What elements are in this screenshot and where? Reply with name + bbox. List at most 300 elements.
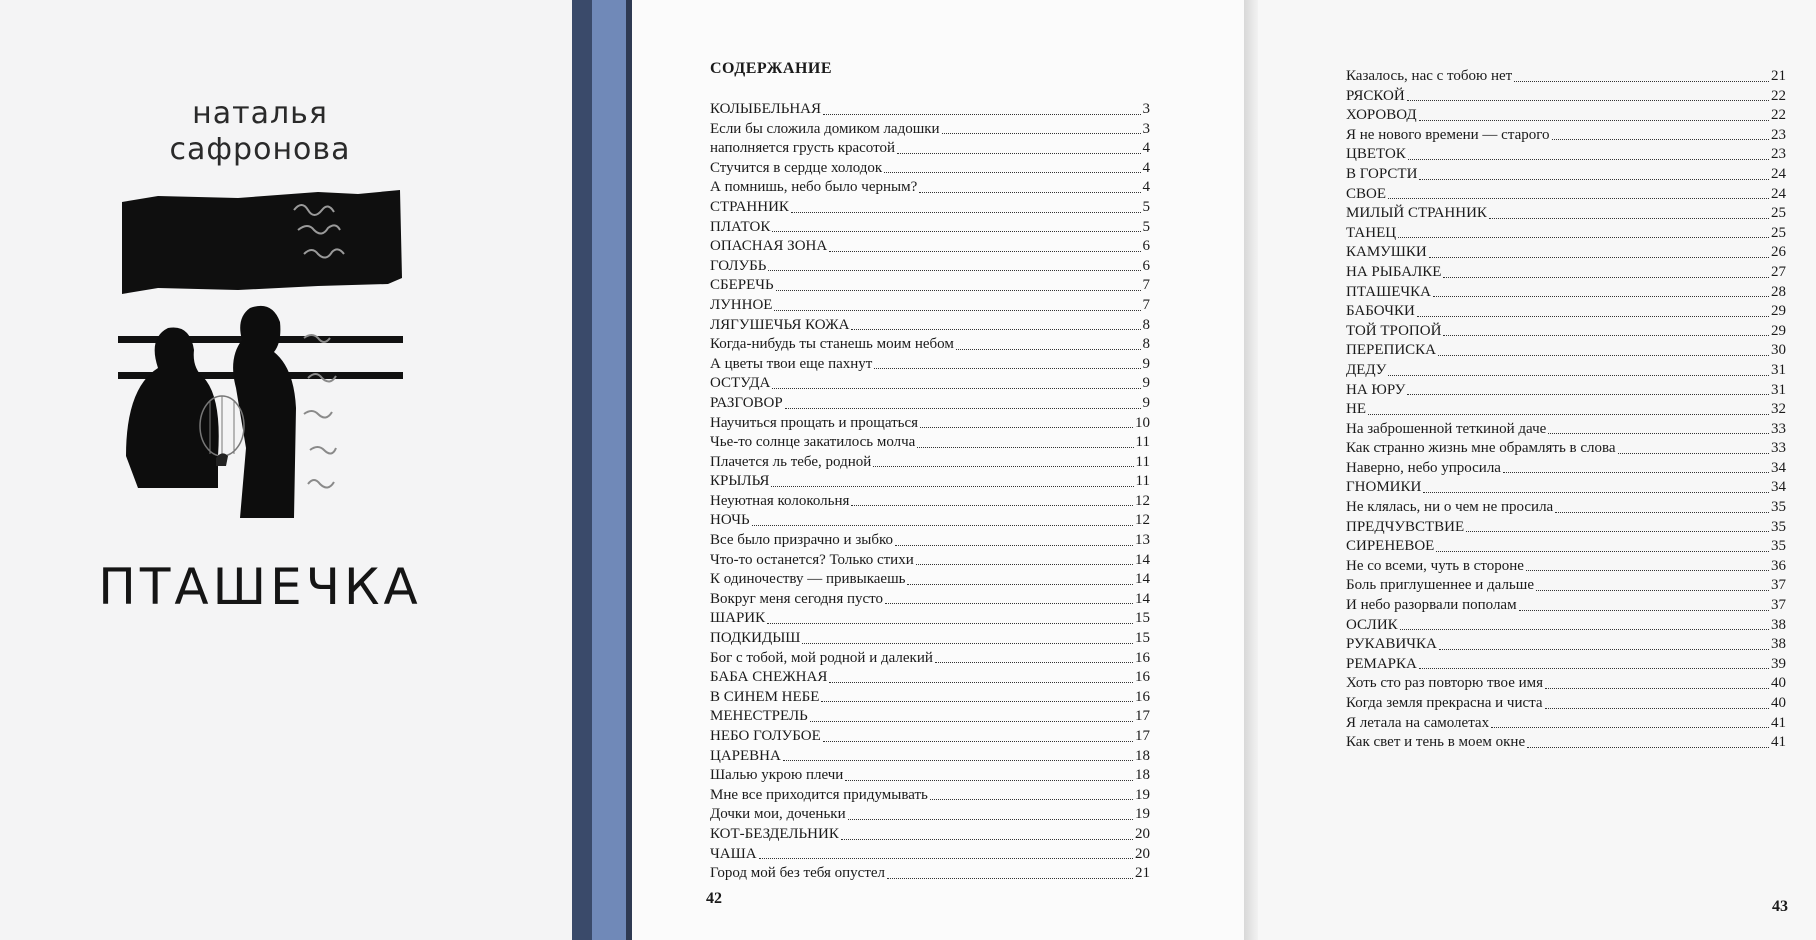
- toc-entry-page: 25: [1771, 205, 1786, 222]
- toc-entry-page: 38: [1771, 616, 1786, 633]
- toc-dot-leader: [768, 270, 1140, 271]
- toc-dot-leader: [1443, 277, 1769, 278]
- toc-entry-title: Стучится в сердце холодок: [710, 159, 883, 176]
- toc-dot-leader: [845, 780, 1133, 781]
- toc-entry-title: БАБОЧКИ: [1346, 303, 1415, 320]
- toc-entry-title: КАМУШКИ: [1346, 244, 1427, 261]
- toc-entry-page: 16: [1135, 649, 1150, 666]
- toc-entry-page: 33: [1771, 420, 1786, 437]
- toc-entry-title: Как свет и тень в моем окне: [1346, 734, 1526, 751]
- toc-entry-page: 9: [1142, 375, 1150, 392]
- toc-entry: [710, 609, 1150, 629]
- toc-entry-page: 26: [1771, 244, 1786, 261]
- toc-entry-title: РУКАВИЧКА: [1346, 636, 1437, 653]
- toc-entry-title: ДЕДУ: [1346, 361, 1387, 378]
- toc-entry: [1346, 459, 1786, 479]
- toc-entry-title: Вокруг меня сегодня пусто: [710, 590, 884, 607]
- contents-heading: СОДЕРЖАНИЕ: [710, 60, 833, 77]
- toc-entry: [710, 531, 1150, 551]
- toc-entry: [710, 316, 1150, 336]
- toc-dot-leader: [1398, 237, 1769, 238]
- toc-dot-leader: [841, 839, 1133, 840]
- toc-entry-page: 4: [1142, 140, 1150, 157]
- toc-entry-page: 29: [1771, 303, 1786, 320]
- toc-entry-page: 15: [1135, 610, 1150, 627]
- toc-entry-title: ЦВЕТОК: [1346, 146, 1406, 163]
- toc-entry-title: НЕ: [1346, 401, 1366, 418]
- toc-entry: [1346, 439, 1786, 459]
- toc-entry-page: 8: [1142, 336, 1150, 353]
- toc-dot-leader: [810, 721, 1133, 722]
- toc-entry-page: 21: [1135, 865, 1150, 882]
- toc-entry: [710, 590, 1150, 610]
- toc-entry-page: 40: [1771, 675, 1786, 692]
- toc-dot-leader: [767, 623, 1133, 624]
- page-number-right: 43: [1772, 898, 1788, 915]
- author-last-name: сафронова: [169, 132, 351, 167]
- toc-entry-title: Чье-то солнце закатилось молча: [710, 434, 916, 451]
- toc-entry: [710, 492, 1150, 512]
- toc-entry-title: Как странно жизнь мне обрамлять в слова: [1346, 440, 1616, 457]
- toc-entry: [710, 394, 1150, 414]
- toc-entry-title: МИЛЫЙ СТРАННИК: [1346, 205, 1487, 222]
- toc-entry-title: Хоть сто раз повторю твое имя: [1346, 675, 1544, 692]
- toc-entry: [710, 805, 1150, 825]
- toc-entry-title: ЦАРЕВНА: [710, 747, 781, 764]
- toc-dot-leader: [1443, 335, 1769, 336]
- toc-entry: [1346, 596, 1786, 616]
- toc-entry-page: 41: [1771, 734, 1786, 751]
- toc-entry: [710, 178, 1150, 198]
- toc-entry-page: 40: [1771, 695, 1786, 711]
- toc-entry-page: 24: [1771, 185, 1786, 202]
- toc-dot-leader: [956, 349, 1141, 350]
- toc-entry: [1346, 400, 1786, 420]
- toc-entry: [1346, 733, 1786, 753]
- toc-entry-page: 11: [1135, 453, 1150, 470]
- toc-entry-title: РЕМАРКА: [1346, 655, 1417, 672]
- toc-entry: [710, 688, 1150, 708]
- toc-dot-leader: [873, 466, 1133, 467]
- toc-entry-title: ЧАША: [710, 845, 757, 862]
- toc-entry: [1346, 655, 1786, 675]
- toc-entry-title: Дочки мои, доченьки: [710, 806, 846, 823]
- toc-entry-page: 39: [1771, 655, 1786, 672]
- toc-entry: [1346, 302, 1786, 322]
- toc-entry-title: В ГОРСТИ: [1346, 165, 1418, 182]
- toc-entry: [1346, 87, 1786, 107]
- toc-entry-title: ОПАСНАЯ ЗОНА: [710, 238, 828, 255]
- toc-entry-page: 31: [1771, 361, 1786, 378]
- toc-entry: [1346, 420, 1786, 440]
- toc-entry-page: 21: [1771, 68, 1786, 84]
- toc-entry-title: СБЕРЕЧЬ: [710, 277, 774, 294]
- toc-dot-leader: [1419, 668, 1769, 669]
- toc-entry: [710, 825, 1150, 845]
- toc-dot-leader: [1388, 198, 1769, 199]
- toc-entry: [710, 551, 1150, 571]
- toc-entry-page: 28: [1771, 283, 1786, 300]
- toc-entry: [710, 100, 1150, 120]
- toc-entry: [710, 845, 1150, 865]
- toc-entry-page: 34: [1771, 459, 1786, 476]
- toc-dot-leader: [895, 545, 1133, 546]
- toc-dot-leader: [1400, 629, 1769, 630]
- toc-entry-title: Когда-нибудь ты станешь моим небом: [710, 336, 954, 353]
- toc-entry: [1346, 67, 1786, 87]
- spine-dark: [572, 0, 592, 940]
- toc-entry-title: ПТАШЕЧКА: [1346, 283, 1431, 300]
- toc-dot-leader: [771, 486, 1133, 487]
- toc-entry-title: ГНОМИКИ: [1346, 479, 1422, 496]
- spine-blue: [592, 0, 626, 940]
- toc-entry-page: 25: [1771, 224, 1786, 241]
- toc-entry-page: 35: [1771, 518, 1786, 535]
- toc-entry: [710, 276, 1150, 296]
- toc-dot-leader: [1491, 727, 1769, 728]
- author-first-name: наталья: [192, 96, 328, 131]
- toc-entry: [710, 374, 1150, 394]
- toc-dot-leader: [802, 643, 1133, 644]
- toc-entry: [710, 727, 1150, 747]
- toc-entry-title: ТАНЕЦ: [1346, 224, 1397, 241]
- toc-dot-leader: [1408, 159, 1769, 160]
- toc-entry-title: ШАРИК: [710, 610, 766, 627]
- toc-dot-leader: [1548, 433, 1769, 434]
- toc-entry-page: 30: [1771, 342, 1786, 359]
- toc-entry: [710, 766, 1150, 786]
- toc-entry-title: Шалью укрою плечи: [710, 767, 844, 784]
- toc-entry-page: 24: [1771, 165, 1786, 182]
- toc-entry-title: ПРЕДЧУВСТВИЕ: [1346, 518, 1465, 535]
- toc-dot-leader: [848, 819, 1133, 820]
- toc-entry-page: 23: [1771, 146, 1786, 163]
- toc-dot-leader: [1433, 296, 1769, 297]
- toc-entry: [1346, 576, 1786, 596]
- toc-entry: [710, 707, 1150, 727]
- toc-dot-leader: [1618, 453, 1769, 454]
- toc-dot-leader: [851, 505, 1133, 506]
- toc-entry: [1346, 283, 1786, 303]
- toc-dot-leader: [1417, 316, 1769, 317]
- toc-entry: [710, 355, 1150, 375]
- toc-entry: [710, 198, 1150, 218]
- toc-dot-leader: [776, 290, 1141, 291]
- toc-entry-page: 20: [1135, 825, 1150, 842]
- toc-entry-page: 37: [1771, 597, 1786, 614]
- toc-entry-title: ПЕРЕПИСКА: [1346, 342, 1437, 359]
- toc-entry-page: 18: [1135, 767, 1150, 784]
- toc-entry-page: 14: [1135, 571, 1150, 588]
- toc-entry-page: 31: [1771, 381, 1786, 398]
- toc-dot-leader: [829, 251, 1140, 252]
- toc-dot-leader: [1555, 512, 1769, 513]
- toc-entry: [710, 472, 1150, 492]
- toc-entry: [710, 414, 1150, 434]
- toc-right: [1346, 67, 1786, 753]
- toc-entry-title: Я не нового времени — старого: [1346, 126, 1550, 143]
- toc-entry: [710, 335, 1150, 355]
- toc-entry-title: На заброшенной теткиной даче: [1346, 420, 1547, 437]
- toc-entry-title: ОСТУДА: [710, 375, 771, 392]
- toc-dot-leader: [785, 408, 1141, 409]
- toc-entry-page: 10: [1135, 414, 1150, 431]
- toc-entry: [1346, 537, 1786, 557]
- toc-dot-leader: [1552, 139, 1769, 140]
- toc-entry-page: 6: [1142, 257, 1150, 274]
- toc-entry-page: 23: [1771, 126, 1786, 143]
- toc-entry: [710, 159, 1150, 179]
- toc-entry-page: 32: [1771, 401, 1786, 418]
- toc-dot-leader: [1545, 688, 1769, 689]
- toc-entry: [1346, 341, 1786, 361]
- toc-entry-title: НА РЫБАЛКЕ: [1346, 263, 1442, 280]
- toc-entry: [1346, 263, 1786, 283]
- toc-entry-page: 29: [1771, 322, 1786, 339]
- toc-entry-title: НА ЮРУ: [1346, 381, 1406, 398]
- toc-entry: [1346, 185, 1786, 205]
- toc-entry: [710, 629, 1150, 649]
- toc-dot-leader: [1419, 179, 1769, 180]
- toc-entry: [1346, 498, 1786, 518]
- toc-entry-title: КОТ-БЕЗДЕЛЬНИК: [710, 825, 839, 842]
- toc-entry-page: 35: [1771, 538, 1786, 555]
- toc-entry-page: 22: [1771, 107, 1786, 124]
- toc-entry: [710, 453, 1150, 473]
- toc-dot-leader: [1503, 472, 1769, 473]
- toc-entry: [1346, 381, 1786, 401]
- toc-entry: [710, 120, 1150, 140]
- book-title: ПТАШЕЧКА: [98, 558, 422, 616]
- toc-dot-leader: [772, 231, 1140, 232]
- toc-entry: [1346, 557, 1786, 577]
- toc-entry-page: 14: [1135, 551, 1150, 568]
- toc-entry-title: ХОРОВОД: [1346, 107, 1417, 124]
- toc-entry-page: 19: [1135, 786, 1150, 803]
- toc-dot-leader: [759, 858, 1133, 859]
- toc-dot-leader: [783, 760, 1133, 761]
- toc-dot-leader: [1519, 610, 1769, 611]
- toc-entry-page: 13: [1135, 532, 1150, 549]
- toc-dot-leader: [752, 525, 1133, 526]
- toc-dot-leader: [1407, 394, 1769, 395]
- toc-dot-leader: [874, 368, 1140, 369]
- toc-dot-leader: [1388, 375, 1769, 376]
- toc-entry-page: 9: [1142, 355, 1150, 372]
- toc-entry-title: РЯСКОЙ: [1346, 87, 1405, 104]
- toc-entry: [1346, 204, 1786, 224]
- toc-entry: [1346, 165, 1786, 185]
- toc-entry: [710, 786, 1150, 806]
- toc-entry: [1346, 126, 1786, 146]
- toc-entry-page: 4: [1142, 179, 1150, 196]
- toc-entry: [710, 511, 1150, 531]
- toc-dot-leader: [1439, 649, 1769, 650]
- toc-entry-page: 19: [1135, 806, 1150, 823]
- toc-dot-leader: [884, 172, 1140, 173]
- toc-entry-title: КРЫЛЬЯ: [710, 473, 770, 490]
- toc-entry-title: наполняется грусть красотой: [710, 140, 895, 157]
- book-cover: [0, 0, 572, 940]
- toc-dot-leader: [1527, 747, 1769, 748]
- toc-entry-title: Если бы сложила домиком ладошки: [710, 120, 940, 137]
- toc-dot-leader: [823, 741, 1133, 742]
- toc-entry-page: 35: [1771, 499, 1786, 516]
- toc-entry-page: 15: [1135, 630, 1150, 647]
- toc-dot-leader: [1514, 81, 1769, 82]
- toc-entry-title: МЕНЕСТРЕЛЬ: [710, 708, 808, 725]
- toc-entry: [1346, 714, 1786, 734]
- toc-entry-title: НЕБО ГОЛУБОЕ: [710, 728, 821, 744]
- toc-entry-title: ПОДКИДЫШ: [710, 630, 801, 647]
- toc-entry-page: 3: [1142, 120, 1150, 137]
- toc-entry-title: А цветы твои еще пахнут: [710, 355, 873, 372]
- toc-left: [710, 100, 1150, 884]
- toc-dot-leader: [885, 603, 1133, 604]
- toc-entry: [710, 296, 1150, 316]
- toc-dot-leader: [897, 153, 1141, 154]
- toc-dot-leader: [829, 682, 1133, 683]
- toc-entry-title: Казалось, нас с тобою нет: [1346, 68, 1513, 84]
- toc-entry: [1346, 145, 1786, 165]
- toc-entry-page: 37: [1771, 577, 1786, 594]
- toc-entry-page: 5: [1142, 198, 1150, 215]
- toc-entry: [710, 218, 1150, 238]
- toc-entry-page: 4: [1142, 159, 1150, 176]
- toc-entry-title: Не со всеми, чуть в стороне: [1346, 557, 1524, 574]
- toc-entry: [1346, 106, 1786, 126]
- toc-dot-leader: [1489, 218, 1769, 219]
- toc-dot-leader: [1436, 551, 1769, 552]
- toc-dot-leader: [823, 114, 1140, 115]
- toc-entry-title: Научиться прощать и прощаться: [710, 414, 919, 431]
- toc-entry: [1346, 478, 1786, 498]
- toc-entry-page: 7: [1142, 296, 1150, 313]
- toc-entry-page: 16: [1135, 669, 1150, 686]
- toc-entry-page: 20: [1135, 845, 1150, 862]
- toc-entry-page: 7: [1142, 277, 1150, 294]
- toc-dot-leader: [1536, 590, 1769, 591]
- toc-dot-leader: [1438, 355, 1769, 356]
- toc-entry-title: Я летала на самолетах: [1346, 714, 1490, 731]
- toc-entry: [1346, 694, 1786, 714]
- toc-entry-title: В СИНЕМ НЕБЕ: [710, 688, 820, 705]
- toc-entry-title: БАБА СНЕЖНАЯ: [710, 669, 828, 686]
- toc-entry-title: ПЛАТОК: [710, 218, 771, 235]
- toc-entry: [710, 747, 1150, 767]
- toc-entry: [710, 864, 1150, 884]
- toc-entry-title: ГОЛУБЬ: [710, 257, 767, 274]
- toc-dot-leader: [887, 878, 1133, 879]
- toc-dot-leader: [1423, 492, 1769, 493]
- toc-entry-page: 41: [1771, 714, 1786, 731]
- toc-entry-title: ЛЯГУШЕЧЬЯ КОЖА: [710, 316, 850, 333]
- toc-dot-leader: [821, 701, 1133, 702]
- toc-dot-leader: [791, 212, 1141, 213]
- toc-entry-title: Что-то останется? Только стихи: [710, 551, 914, 568]
- toc-entry-page: 18: [1135, 747, 1150, 764]
- toc-dot-leader: [851, 329, 1140, 330]
- toc-entry-page: 36: [1771, 557, 1786, 574]
- toc-dot-leader: [935, 662, 1133, 663]
- toc-dot-leader: [1526, 570, 1769, 571]
- page-gutter: [1244, 0, 1258, 940]
- toc-entry: [710, 139, 1150, 159]
- toc-entry: [710, 257, 1150, 277]
- toc-entry-title: Плачется ль тебе, родной: [710, 453, 872, 470]
- toc-entry-page: 11: [1135, 473, 1150, 490]
- toc-entry-title: ОСЛИК: [1346, 616, 1398, 633]
- toc-entry: [1346, 322, 1786, 342]
- toc-entry-page: 27: [1771, 263, 1786, 280]
- toc-dot-leader: [920, 427, 1133, 428]
- toc-entry-page: 16: [1135, 688, 1150, 705]
- toc-dot-leader: [907, 584, 1133, 585]
- toc-entry-title: КОЛЫБЕЛЬНАЯ: [710, 101, 822, 117]
- toc-entry: [710, 433, 1150, 453]
- toc-entry-title: СИРЕНЕВОЕ: [1346, 538, 1435, 555]
- toc-dot-leader: [772, 388, 1140, 389]
- toc-entry: [1346, 674, 1786, 694]
- toc-entry: [1346, 635, 1786, 655]
- toc-dot-leader: [917, 447, 1133, 448]
- toc-entry-page: 38: [1771, 636, 1786, 653]
- toc-entry: [1346, 243, 1786, 263]
- toc-entry: [1346, 616, 1786, 636]
- toc-entry-page: 12: [1135, 512, 1150, 529]
- toc-dot-leader: [1368, 414, 1769, 415]
- toc-dot-leader: [1429, 257, 1769, 258]
- toc-entry-page: 8: [1142, 316, 1150, 333]
- toc-entry-title: ЛУННОЕ: [710, 296, 773, 313]
- toc-entry-title: Не клялась, ни о чем не просила: [1346, 499, 1554, 516]
- toc-dot-leader: [942, 133, 1141, 134]
- toc-dot-leader: [916, 564, 1133, 565]
- toc-entry-page: 17: [1135, 708, 1150, 725]
- toc-dot-leader: [1545, 708, 1769, 709]
- toc-entry-title: И небо разорвали пополам: [1346, 597, 1517, 614]
- toc-entry-title: Бог с тобой, мой родной и далекий: [710, 649, 933, 666]
- toc-entry-title: Наверно, небо упросила: [1346, 459, 1501, 476]
- toc-entry-title: РАЗГОВОР: [710, 394, 783, 411]
- toc-dot-leader: [919, 192, 1140, 193]
- toc-entry-page: 11: [1135, 434, 1150, 451]
- toc-entry-page: 33: [1771, 440, 1786, 457]
- toc-entry-page: 17: [1135, 728, 1150, 744]
- toc-entry-page: 3: [1142, 101, 1150, 117]
- toc-entry-title: СВОЕ: [1346, 185, 1387, 202]
- toc-dot-leader: [930, 799, 1133, 800]
- toc-entry-title: Неуютная колокольня: [710, 492, 850, 509]
- toc-entry: [710, 237, 1150, 257]
- toc-entry: [1346, 224, 1786, 244]
- toc-dot-leader: [1419, 120, 1769, 121]
- page-number-left: 42: [706, 890, 722, 907]
- toc-entry-title: Мне все приходится придумывать: [710, 786, 928, 803]
- toc-entry-title: ТОЙ ТРОПОЙ: [1346, 322, 1442, 339]
- cover-illustration: [118, 188, 403, 528]
- toc-entry-title: Когда земля прекрасна и чиста: [1346, 695, 1543, 711]
- toc-entry-page: 22: [1771, 87, 1786, 104]
- toc-dot-leader: [1466, 531, 1769, 532]
- toc-entry: [710, 649, 1150, 669]
- toc-entry-title: А помнишь, небо было черным?: [710, 179, 918, 196]
- toc-entry: [1346, 361, 1786, 381]
- toc-entry-page: 6: [1142, 238, 1150, 255]
- toc-entry-title: Город мой без тебя опустел: [710, 865, 886, 882]
- toc-entry: [1346, 518, 1786, 538]
- toc-entry-title: СТРАННИК: [710, 198, 789, 215]
